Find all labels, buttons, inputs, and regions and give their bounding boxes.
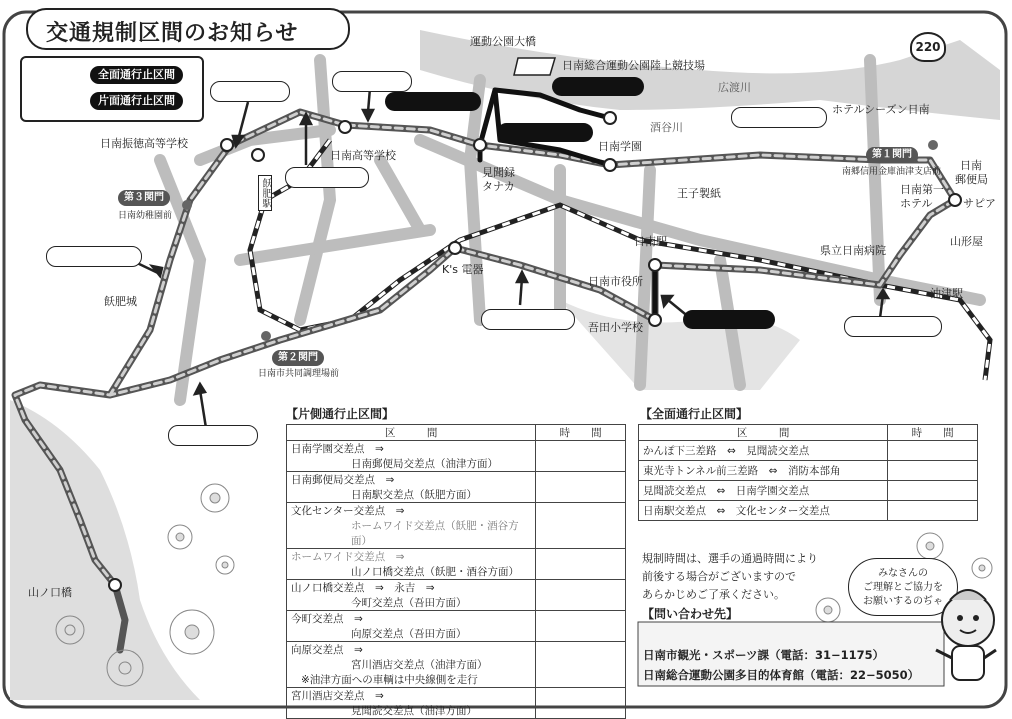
time-callout (46, 246, 142, 267)
full-closure-table (638, 424, 978, 521)
gate3-marker (182, 200, 192, 210)
contact-line-2: 日南総合運動公園多目的体育館（電話：22−5050） (643, 668, 920, 682)
table-row: 見聞読交差点 ⇔ 日南学園交差点 (639, 481, 978, 501)
label-bridge: 運動公園大橋 (470, 35, 536, 48)
page-title: 交通規制区間のお知らせ (46, 21, 299, 46)
time-callout (210, 81, 290, 102)
table-row: ホームワイド交差点 ⇒ 山ノ口橋交差点（飫肥・酒谷方面） (287, 549, 626, 580)
table-row: 今町交差点 ⇒ 向原交差点（吾田方面） (287, 611, 626, 642)
redacted-callout (683, 310, 775, 329)
table-row: かんぽ下三差路 ⇔ 見聞読交差点 (639, 441, 978, 461)
label-kenritsu-hospital: 県立日南病院 (820, 244, 886, 257)
mascot-character-icon (930, 580, 1000, 700)
title-box (26, 8, 350, 50)
table-row: 山ノ口橋交差点 ⇒ 永吉 ⇒ 今町交差点（吾田方面） (287, 580, 626, 611)
partial-closure-table (286, 424, 626, 719)
redacted-callout (385, 92, 481, 111)
label-nichinan-gakuen: 日南学園 (598, 140, 642, 153)
label-shinyo: 南郷信用金庫油津支店前 (842, 167, 942, 177)
label-obi-castle: 飫肥城 (104, 295, 137, 308)
label-oji-paper: 王子製紙 (677, 187, 721, 200)
label-post-office-1: 日南 (960, 159, 982, 172)
legend (20, 56, 204, 122)
label-high-school: 日南高等学校 (330, 149, 396, 162)
stadium-icon (514, 58, 555, 75)
time-callout (285, 167, 369, 188)
contact-line-1: 日南市観光・スポーツ課（電話：31−1175） (643, 648, 885, 662)
contact-heading: 【問い合わせ先】 (642, 607, 739, 621)
gate-3-label: 第３関門 (118, 190, 170, 206)
label-yamakataya: 山形屋 (950, 235, 983, 248)
label-mikiroku-2: タナカ (482, 180, 515, 193)
col-section: 区 間 (287, 425, 536, 441)
table-row: 宮川酒店交差点 ⇒ 見聞読交差点（油津方面） (287, 688, 626, 719)
col-section: 区 間 (639, 425, 888, 441)
full-table-heading: 【全面通行止区間】 (640, 407, 749, 421)
label-ks-denki: K's 電器 (442, 263, 484, 276)
time-callout (332, 71, 412, 92)
time-callout (731, 107, 827, 128)
contact-info (635, 625, 943, 685)
label-mikiroku-1: 見聞録 (482, 166, 515, 179)
label-hirowatari-river: 広渡川 (718, 81, 751, 94)
label-nichinan-station: 日南駅 (634, 235, 667, 248)
gate-2-label: 第２関門 (272, 350, 324, 366)
label-hotel-seasons: ホテルシーズン日南 (832, 103, 930, 116)
col-time: 時 間 (888, 425, 978, 441)
route-220-badge: 220 (910, 32, 946, 62)
time-callout (168, 425, 258, 446)
label-city-hall: 日南市役所 (588, 275, 643, 288)
table-row: 日南郵便局交差点 ⇒ 日南駅交差点（飫肥方面） (287, 472, 626, 503)
table-row: 文化センター交差点 ⇒ ホームワイド交差点（飫肥・酒谷方面） (287, 503, 626, 549)
label-sakatani-river: 酒谷川 (650, 121, 683, 134)
legend-partial-closure: 片面通行止区間 (90, 92, 183, 110)
time-callout (844, 316, 942, 337)
gate2-marker (261, 331, 271, 341)
gate1-marker (928, 140, 938, 150)
label-yamanokuchi-bridge: 山ノ口橋 (28, 586, 72, 599)
partial-table-heading: 【片側通行止区間】 (286, 407, 395, 421)
table-row: 東光寺トンネル前三差路 ⇔ 消防本部角 (639, 461, 978, 481)
col-time: 時 間 (536, 425, 626, 441)
gate-1-label: 第１関門 (866, 147, 918, 163)
label-agata-school: 吾田小学校 (588, 321, 643, 334)
label-sapia: サピア (963, 197, 996, 210)
label-kyodo: 日南市共同調理場前 (258, 369, 340, 379)
label-obi-station: 飫肥駅 (258, 175, 272, 211)
label-stadium: 日南総合運動公園陸上競技場 (562, 59, 705, 72)
legend-full-closure: 全面通行止区間 (90, 66, 183, 84)
redacted-callout (552, 77, 644, 96)
time-callout (481, 309, 575, 330)
table-row: 向原交差点 ⇒ 宮川酒店交差点（油津方面） ※油津方面への車輌は中央線側を走行 (287, 642, 626, 688)
table-row: 日南学園交差点 ⇒ 日南郵便局交差点（油津方面） (287, 441, 626, 472)
label-youchien: 日南幼稚園前 (118, 211, 173, 221)
redacted-callout (497, 123, 593, 142)
label-daiichi-hotel-1: 日南第一 (900, 183, 944, 196)
label-aburatsu-station: 油津駅 (930, 287, 963, 300)
notice-text: 規制時間は、選手の通過時間により 前後する場合がございますので あらかじめご了承ください。 (642, 552, 818, 601)
label-post-office-2: 郵便局 (955, 173, 988, 186)
label-shintoku-school: 日南振徳高等学校 (100, 137, 188, 150)
label-daiichi-hotel-2: ホテル (900, 197, 933, 210)
mascot-speech-bubble: みなさんの ご理解とご協力を お願いするのぢゃ (848, 558, 958, 616)
table-row: 日南駅交差点 ⇔ 文化センター交差点 (639, 501, 978, 521)
